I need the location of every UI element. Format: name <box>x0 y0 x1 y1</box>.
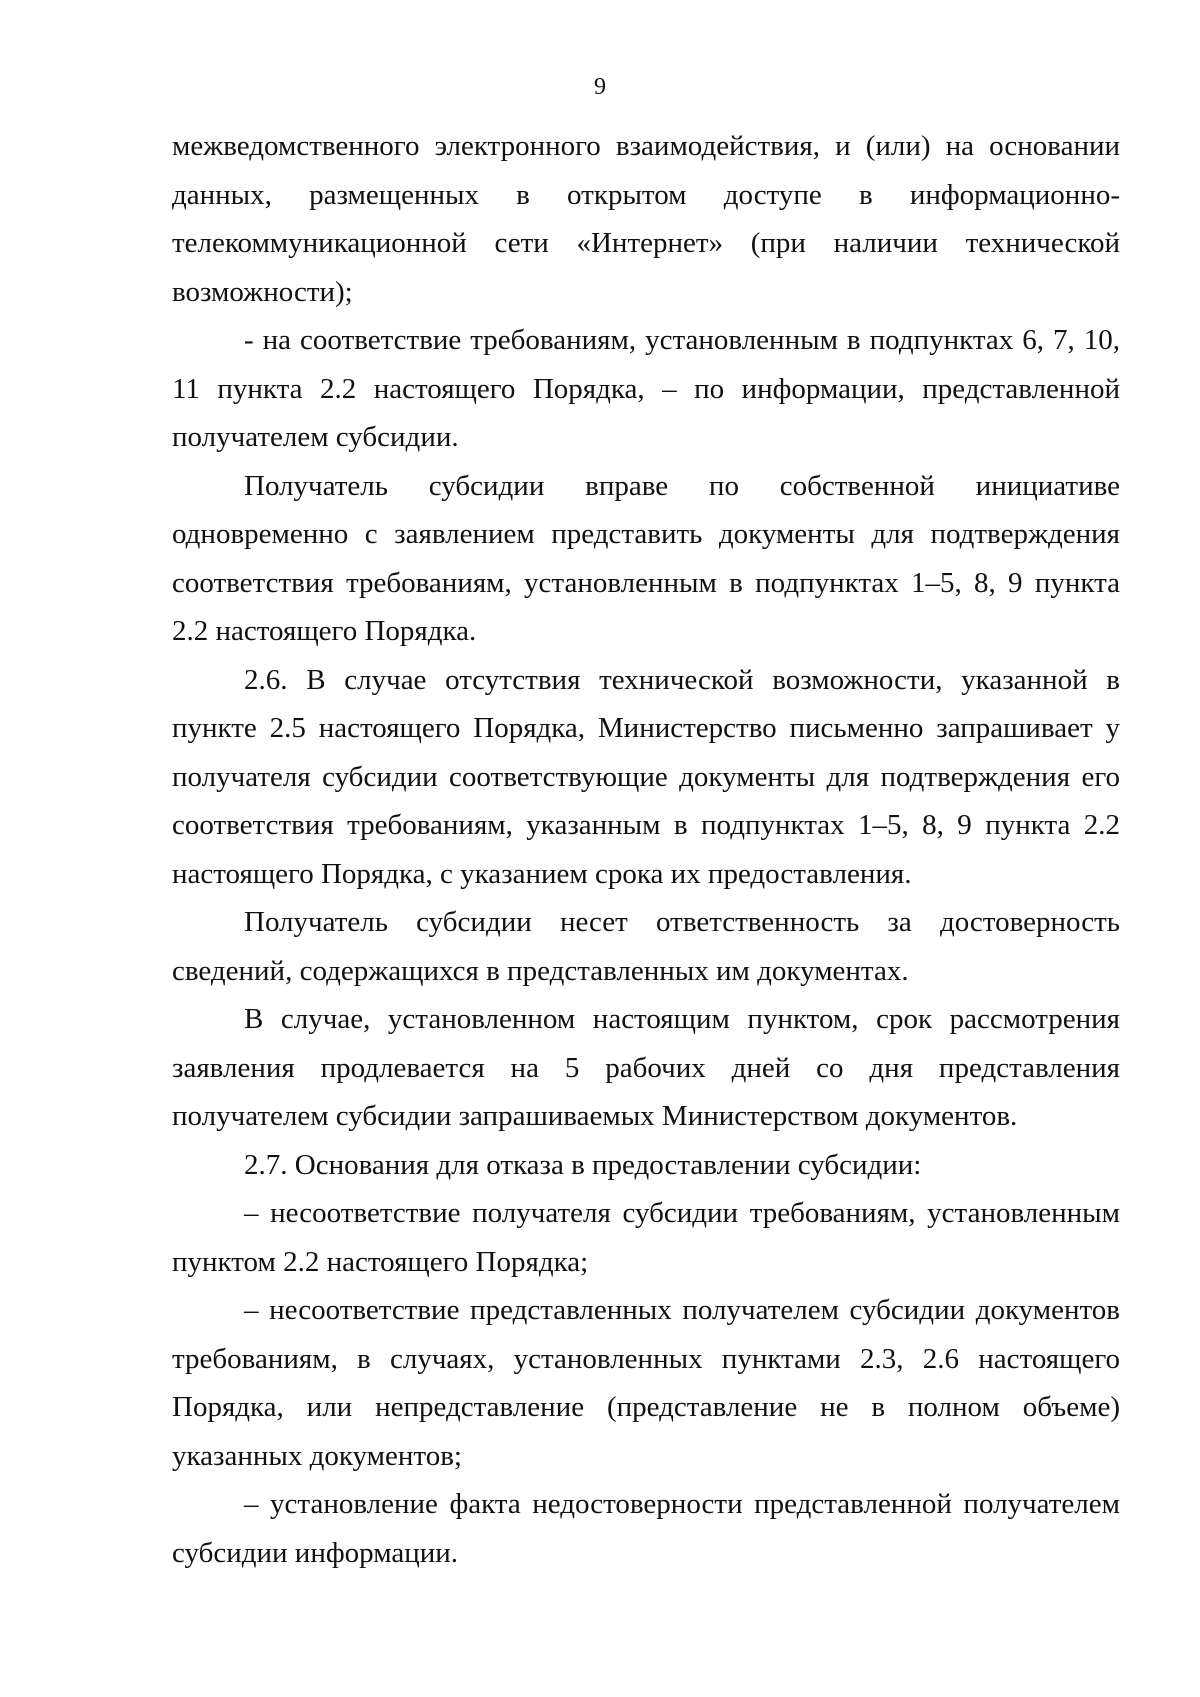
paragraph-recipient-initiative: Получатель субсидии вправе по собственной инициативе одновременно с заявлением представить документы для подтверждения соответствия требованиям, установленным в подпунктах 1–5, 8, 9 пункта 2.2 настоящего Порядка. <box>172 469 1120 647</box>
list-item-refusal-3: – установление факта недостоверности представленной получателем субсидии информации. <box>172 1488 1120 1569</box>
paragraph-2-7-heading: 2.7. Основания для отказа в предоставлении субсидии: <box>244 1148 922 1181</box>
list-item-refusal-1: – несоответствие получателя субсидии требованиям, установленным пунктом 2.2 настоящего Порядка; <box>172 1197 1120 1278</box>
paragraph-compliance-subpoints: - на соответствие требованиям, установленным в подпунктах 6, 7, 10, 11 пункта 2.2 настоящего Порядка, – по информации, представленной получателем субсидии. <box>172 324 1120 453</box>
list-item-refusal-2: – несоответствие представленных получателем субсидии документов требованиям, в случаях, установленных пунктами 2.3, 2.6 настоящего Порядка, или непредставление (представление не в полном объеме) указанных документов; <box>172 1294 1120 1472</box>
paragraph-2-6: 2.6. В случае отсутствия технической возможности, указанной в пункте 2.5 настоящего Порядка, Министерство письменно запрашивает у получателя субсидии соответствующие документы для подтверждения его соответствия требованиям, указанным в подпунктах 1–5, 8, 9 пункта 2.2 настоящего Порядка, с указанием срока их предоставления. <box>172 663 1120 890</box>
paragraph-responsibility: Получатель субсидии несет ответственность за достоверность сведений, содержащихся в представленных им документах. <box>172 906 1120 987</box>
document-body <box>172 122 1120 1577</box>
page-number: 9 <box>594 74 606 100</box>
paragraph-continuation: межведомственного электронного взаимодействия, и (или) на основании данных, размещенных в открытом доступе в информационно-телекоммуникационной сети «Интернет» (при наличии технической возможности); <box>172 130 1120 308</box>
paragraph-term-extension: В случае, установленном настоящим пунктом, срок рассмотрения заявления продлевается на 5 рабочих дней со дня представления получателем субсидии запрашиваемых Министерством документов. <box>172 1003 1120 1132</box>
